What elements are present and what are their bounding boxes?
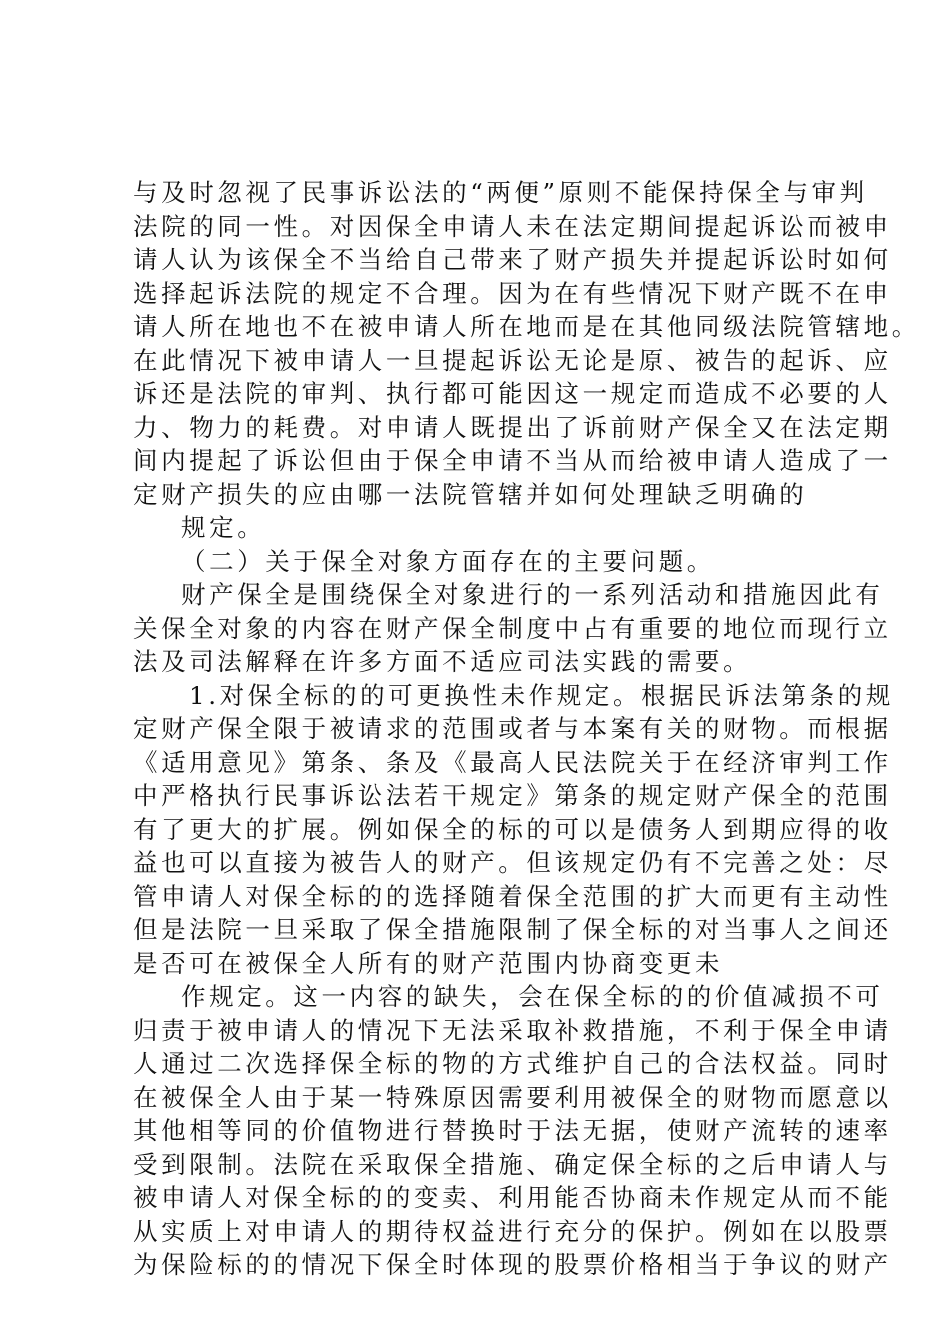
numbered-item: 1.对保全标的的可更换性未作规定。根据民诉法第条的规	[189, 680, 894, 710]
text-line: 作规定。这一内容的缺失，会在保全标的的价值减损不可	[181, 982, 884, 1011]
text-line: 请人所在地也不在被申请人所在地而是在其他同级法院管辖地。	[133, 312, 920, 341]
text-line: 归责于被申请人的情况下无法采取补救措施，不利于保全申请	[133, 1015, 892, 1045]
text-line: 有了更大的扩展。例如保全的标的可以是债务人到期应得的收	[133, 814, 892, 844]
text-line: 财产保全是围绕保全对象进行的一系列活动和措施因此有	[181, 580, 884, 609]
text-line: 规定。	[181, 513, 266, 542]
text-line: 管申请人对保全标的的选择随着保全范围的扩大而更有主动性	[133, 881, 892, 911]
text-line: 力、物力的耗费。对申请人既提出了诉前财产保全又在法定期	[133, 412, 892, 442]
text-line: 在此情况下被申请人一旦提起诉讼无论是原、被告的起诉、应	[133, 345, 892, 375]
text-line: 关保全对象的内容在财产保全制度中占有重要的地位而现行立	[133, 613, 892, 643]
text-line: 受到限制。法院在采取保全措施、确定保全标的之后申请人与	[133, 1149, 892, 1179]
text-line: 从实质上对申请人的期待权益进行充分的保护。例如在以股票	[133, 1216, 892, 1246]
text-line: 法及司法解释在许多方面不适应司法实践的需要。	[133, 647, 752, 676]
text-line: 为保险标的的情况下保全时体现的股票价格相当于争议的财产	[133, 1250, 892, 1279]
text-line: 与及时忽视了民事诉讼法的“两便”原则不能保持保全与审判	[133, 178, 868, 207]
text-line: 选择起诉法院的规定不合理。因为在有些情况下财产既不在申	[133, 278, 892, 308]
text-line: 定财产损失的应由哪一法院管辖并如何处理缺乏明确的	[133, 479, 808, 509]
text-line: 请人认为该保全不当给自己带来了财产损失并提起诉讼时如何	[133, 245, 892, 274]
text-line: 在被保全人由于某一特殊原因需要利用被保全的财物而愿意以	[133, 1082, 892, 1112]
text-line: 中严格执行民事诉讼法若干规定》第条的规定财产保全的范围	[133, 781, 892, 810]
text-line: 诉还是法院的审判、执行都可能因这一规定而造成不必要的人	[133, 379, 892, 408]
text-line: 益也可以直接为被告人的财产。但该规定仍有不完善之处：尽	[133, 848, 892, 877]
text-line: 人通过二次选择保全标的物的方式维护自己的合法权益。同时	[133, 1049, 892, 1078]
text-line: 法院的同一性。对因保全申请人未在法定期间提起诉讼而被申	[133, 211, 892, 241]
text-line: 定财产保全限于被请求的范围或者与本案有关的财物。而根据	[133, 714, 892, 743]
text-line: 间内提起了诉讼但由于保全申请不当从而给被申请人造成了一	[133, 446, 892, 475]
text-line: 被申请人对保全标的的变卖、利用能否协商未作规定从而不能	[133, 1183, 892, 1212]
text-line: 其他相等同的价值物进行替换时于法无据，使财产流转的速率	[133, 1116, 892, 1145]
text-line: 但是法院一旦采取了保全措施限制了保全标的对当事人之间还	[133, 915, 892, 944]
text-line: 《适用意见》第条、条及《最高人民法院关于在经济审判工作	[133, 747, 892, 777]
text-line: 是否可在被保全人所有的财产范围内协商变更未	[133, 948, 724, 978]
document-body	[133, 176, 920, 1282]
section-heading: （二）关于保全对象方面存在的主要问题。	[181, 546, 715, 576]
